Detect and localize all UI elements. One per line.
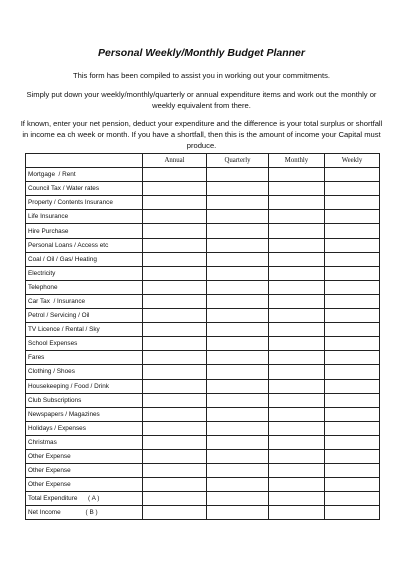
cell-weekly[interactable] bbox=[325, 379, 380, 393]
cell-quarterly[interactable] bbox=[207, 435, 269, 449]
cell-annual[interactable] bbox=[143, 294, 207, 308]
table-header-row bbox=[26, 154, 380, 168]
row-label: Life Insurance bbox=[26, 210, 143, 224]
cell-weekly[interactable] bbox=[325, 266, 380, 280]
cell-annual[interactable] bbox=[143, 464, 207, 478]
cell-weekly[interactable] bbox=[325, 407, 380, 421]
cell-quarterly[interactable] bbox=[207, 182, 269, 196]
row-label: Telephone bbox=[26, 280, 143, 294]
table-row bbox=[26, 182, 380, 196]
row-label: Housekeeping / Food / Drink bbox=[26, 379, 143, 393]
cell-monthly[interactable] bbox=[269, 309, 325, 323]
table-row bbox=[26, 309, 380, 323]
cell-monthly[interactable] bbox=[269, 506, 325, 520]
cell-quarterly[interactable] bbox=[207, 478, 269, 492]
intro-text: This form has been compiled to assist you in working out your commitments. bbox=[72, 71, 331, 80]
instructions-text: Simply put down your weekly/monthly/quarterly or annual expenditure items and work out the monthly or weekly equivalent from there. bbox=[26, 90, 377, 110]
table-row bbox=[26, 238, 380, 252]
table-row bbox=[26, 506, 380, 520]
cell-quarterly[interactable] bbox=[207, 407, 269, 421]
row-label: Property / Contents Insurance bbox=[26, 196, 143, 210]
cell-weekly[interactable] bbox=[325, 309, 380, 323]
cell-quarterly[interactable] bbox=[207, 168, 269, 182]
row-label: Club Subscriptions bbox=[26, 393, 143, 407]
cell-monthly[interactable] bbox=[269, 421, 325, 435]
row-label: Holidays / Expenses bbox=[26, 421, 143, 435]
cell-annual[interactable] bbox=[143, 252, 207, 266]
cell-quarterly[interactable] bbox=[207, 238, 269, 252]
cell-quarterly[interactable] bbox=[207, 337, 269, 351]
row-label: Personal Loans / Access etc bbox=[26, 238, 143, 252]
table-row bbox=[26, 379, 380, 393]
cell-weekly[interactable] bbox=[325, 210, 380, 224]
cell-annual[interactable] bbox=[143, 449, 207, 463]
cell-monthly[interactable] bbox=[269, 393, 325, 407]
cell-annual[interactable] bbox=[143, 393, 207, 407]
cell-monthly[interactable] bbox=[269, 407, 325, 421]
table-row bbox=[26, 449, 380, 463]
cell-weekly[interactable] bbox=[325, 449, 380, 463]
cell-monthly[interactable] bbox=[269, 464, 325, 478]
cell-annual[interactable] bbox=[143, 478, 207, 492]
cell-annual[interactable] bbox=[143, 506, 207, 520]
cell-weekly[interactable] bbox=[325, 492, 380, 506]
table-row bbox=[26, 464, 380, 478]
cell-weekly[interactable] bbox=[325, 182, 380, 196]
table-row bbox=[26, 294, 380, 308]
cell-monthly[interactable] bbox=[269, 379, 325, 393]
cell-monthly[interactable] bbox=[269, 168, 325, 182]
cell-quarterly[interactable] bbox=[207, 449, 269, 463]
cell-quarterly[interactable] bbox=[207, 492, 269, 506]
cell-quarterly[interactable] bbox=[207, 252, 269, 266]
table-row bbox=[26, 337, 380, 351]
row-label: Other Expense bbox=[26, 464, 143, 478]
cell-monthly[interactable] bbox=[269, 323, 325, 337]
cell-monthly[interactable] bbox=[269, 449, 325, 463]
row-label: Mortgage / Rent bbox=[26, 168, 143, 182]
cell-quarterly[interactable] bbox=[207, 393, 269, 407]
cell-annual[interactable] bbox=[143, 182, 207, 196]
cell-monthly[interactable] bbox=[269, 337, 325, 351]
cell-quarterly[interactable] bbox=[207, 421, 269, 435]
cell-annual[interactable] bbox=[143, 351, 207, 365]
cell-weekly[interactable] bbox=[325, 421, 380, 435]
row-label: Petrol / Servicing / Oil bbox=[26, 309, 143, 323]
cell-weekly[interactable] bbox=[325, 252, 380, 266]
cell-annual[interactable] bbox=[143, 379, 207, 393]
cell-weekly[interactable] bbox=[325, 506, 380, 520]
table-row bbox=[26, 196, 380, 210]
cell-weekly[interactable] bbox=[325, 365, 380, 379]
row-label: Other Expense bbox=[26, 478, 143, 492]
cell-weekly[interactable] bbox=[325, 168, 380, 182]
cell-monthly[interactable] bbox=[269, 435, 325, 449]
row-label: Hire Purchase bbox=[26, 224, 143, 238]
cell-monthly[interactable] bbox=[269, 365, 325, 379]
cell-annual[interactable] bbox=[143, 309, 207, 323]
cell-weekly[interactable] bbox=[325, 464, 380, 478]
cell-quarterly[interactable] bbox=[207, 506, 269, 520]
note-text: If known, enter your net pension, deduct your expenditure and the difference is your total surplus or shortfall in income ea ch week or month. If you have a shortfall, then this is the amount of income your Capital must produce. bbox=[20, 119, 383, 150]
cell-monthly[interactable] bbox=[269, 238, 325, 252]
cell-quarterly[interactable] bbox=[207, 210, 269, 224]
row-label: Council Tax / Water rates bbox=[26, 182, 143, 196]
row-label: Christmas bbox=[26, 435, 143, 449]
cell-weekly[interactable] bbox=[325, 337, 380, 351]
cell-annual[interactable] bbox=[143, 323, 207, 337]
table-row bbox=[26, 210, 380, 224]
cell-weekly[interactable] bbox=[325, 393, 380, 407]
budget-table-body bbox=[26, 168, 380, 520]
cell-annual[interactable] bbox=[143, 168, 207, 182]
cell-quarterly[interactable] bbox=[207, 323, 269, 337]
cell-annual[interactable] bbox=[143, 337, 207, 351]
cell-quarterly[interactable] bbox=[207, 196, 269, 210]
row-label: Total Expenditure ( A ) bbox=[26, 492, 143, 506]
table-row bbox=[26, 393, 380, 407]
cell-monthly[interactable] bbox=[269, 210, 325, 224]
budget-table bbox=[25, 153, 380, 520]
cell-weekly[interactable] bbox=[325, 294, 380, 308]
column-header-annual: Annual bbox=[143, 154, 207, 168]
cell-annual[interactable] bbox=[143, 435, 207, 449]
table-row bbox=[26, 421, 380, 435]
cell-quarterly[interactable] bbox=[207, 464, 269, 478]
row-label: Electricity bbox=[26, 266, 143, 280]
cell-quarterly[interactable] bbox=[207, 351, 269, 365]
column-header-monthly: Monthly bbox=[269, 154, 325, 168]
column-header-weekly: Weekly bbox=[325, 154, 380, 168]
table-row bbox=[26, 351, 380, 365]
document-title: Personal Weekly/Monthly Budget Planner bbox=[98, 47, 305, 59]
cell-monthly[interactable] bbox=[269, 266, 325, 280]
cell-monthly[interactable] bbox=[269, 252, 325, 266]
cell-quarterly[interactable] bbox=[207, 309, 269, 323]
cell-annual[interactable] bbox=[143, 492, 207, 506]
table-row bbox=[26, 168, 380, 182]
row-label: School Expenses bbox=[26, 337, 143, 351]
cell-annual[interactable] bbox=[143, 421, 207, 435]
row-label: Fares bbox=[26, 351, 143, 365]
column-header-item bbox=[26, 154, 143, 168]
cell-annual[interactable] bbox=[143, 196, 207, 210]
row-label: Coal / Oil / Gas/ Heating bbox=[26, 252, 143, 266]
table-row bbox=[26, 407, 380, 421]
cell-annual[interactable] bbox=[143, 224, 207, 238]
table-row bbox=[26, 252, 380, 266]
cell-quarterly[interactable] bbox=[207, 224, 269, 238]
table-row bbox=[26, 224, 380, 238]
cell-monthly[interactable] bbox=[269, 294, 325, 308]
cell-weekly[interactable] bbox=[325, 478, 380, 492]
cell-annual[interactable] bbox=[143, 407, 207, 421]
cell-monthly[interactable] bbox=[269, 478, 325, 492]
cell-weekly[interactable] bbox=[325, 435, 380, 449]
cell-weekly[interactable] bbox=[325, 351, 380, 365]
row-label: Newspapers / Magazines bbox=[26, 407, 143, 421]
row-label: Car Tax / Insurance bbox=[26, 294, 143, 308]
table-row bbox=[26, 266, 380, 280]
cell-quarterly[interactable] bbox=[207, 266, 269, 280]
row-label: TV Licence / Rental / Sky bbox=[26, 323, 143, 337]
row-label: Other Expense bbox=[26, 449, 143, 463]
cell-quarterly[interactable] bbox=[207, 379, 269, 393]
cell-monthly[interactable] bbox=[269, 351, 325, 365]
cell-weekly[interactable] bbox=[325, 224, 380, 238]
row-label: Net Income ( B ) bbox=[26, 506, 143, 520]
table-row bbox=[26, 280, 380, 294]
cell-quarterly[interactable] bbox=[207, 294, 269, 308]
cell-monthly[interactable] bbox=[269, 492, 325, 506]
cell-annual[interactable] bbox=[143, 266, 207, 280]
table-row bbox=[26, 478, 380, 492]
cell-weekly[interactable] bbox=[325, 323, 380, 337]
cell-weekly[interactable] bbox=[325, 238, 380, 252]
cell-weekly[interactable] bbox=[325, 280, 380, 294]
cell-weekly[interactable] bbox=[325, 196, 380, 210]
cell-monthly[interactable] bbox=[269, 196, 325, 210]
table-row bbox=[26, 492, 380, 506]
table-row bbox=[26, 365, 380, 379]
cell-monthly[interactable] bbox=[269, 280, 325, 294]
cell-quarterly[interactable] bbox=[207, 365, 269, 379]
row-label: Clothing / Shoes bbox=[26, 365, 143, 379]
table-row bbox=[26, 323, 380, 337]
cell-monthly[interactable] bbox=[269, 224, 325, 238]
table-row bbox=[26, 435, 380, 449]
column-header-quarterly: Quarterly bbox=[207, 154, 269, 168]
cell-annual[interactable] bbox=[143, 210, 207, 224]
cell-annual[interactable] bbox=[143, 365, 207, 379]
cell-annual[interactable] bbox=[143, 238, 207, 252]
cell-annual[interactable] bbox=[143, 280, 207, 294]
cell-monthly[interactable] bbox=[269, 182, 325, 196]
cell-quarterly[interactable] bbox=[207, 280, 269, 294]
